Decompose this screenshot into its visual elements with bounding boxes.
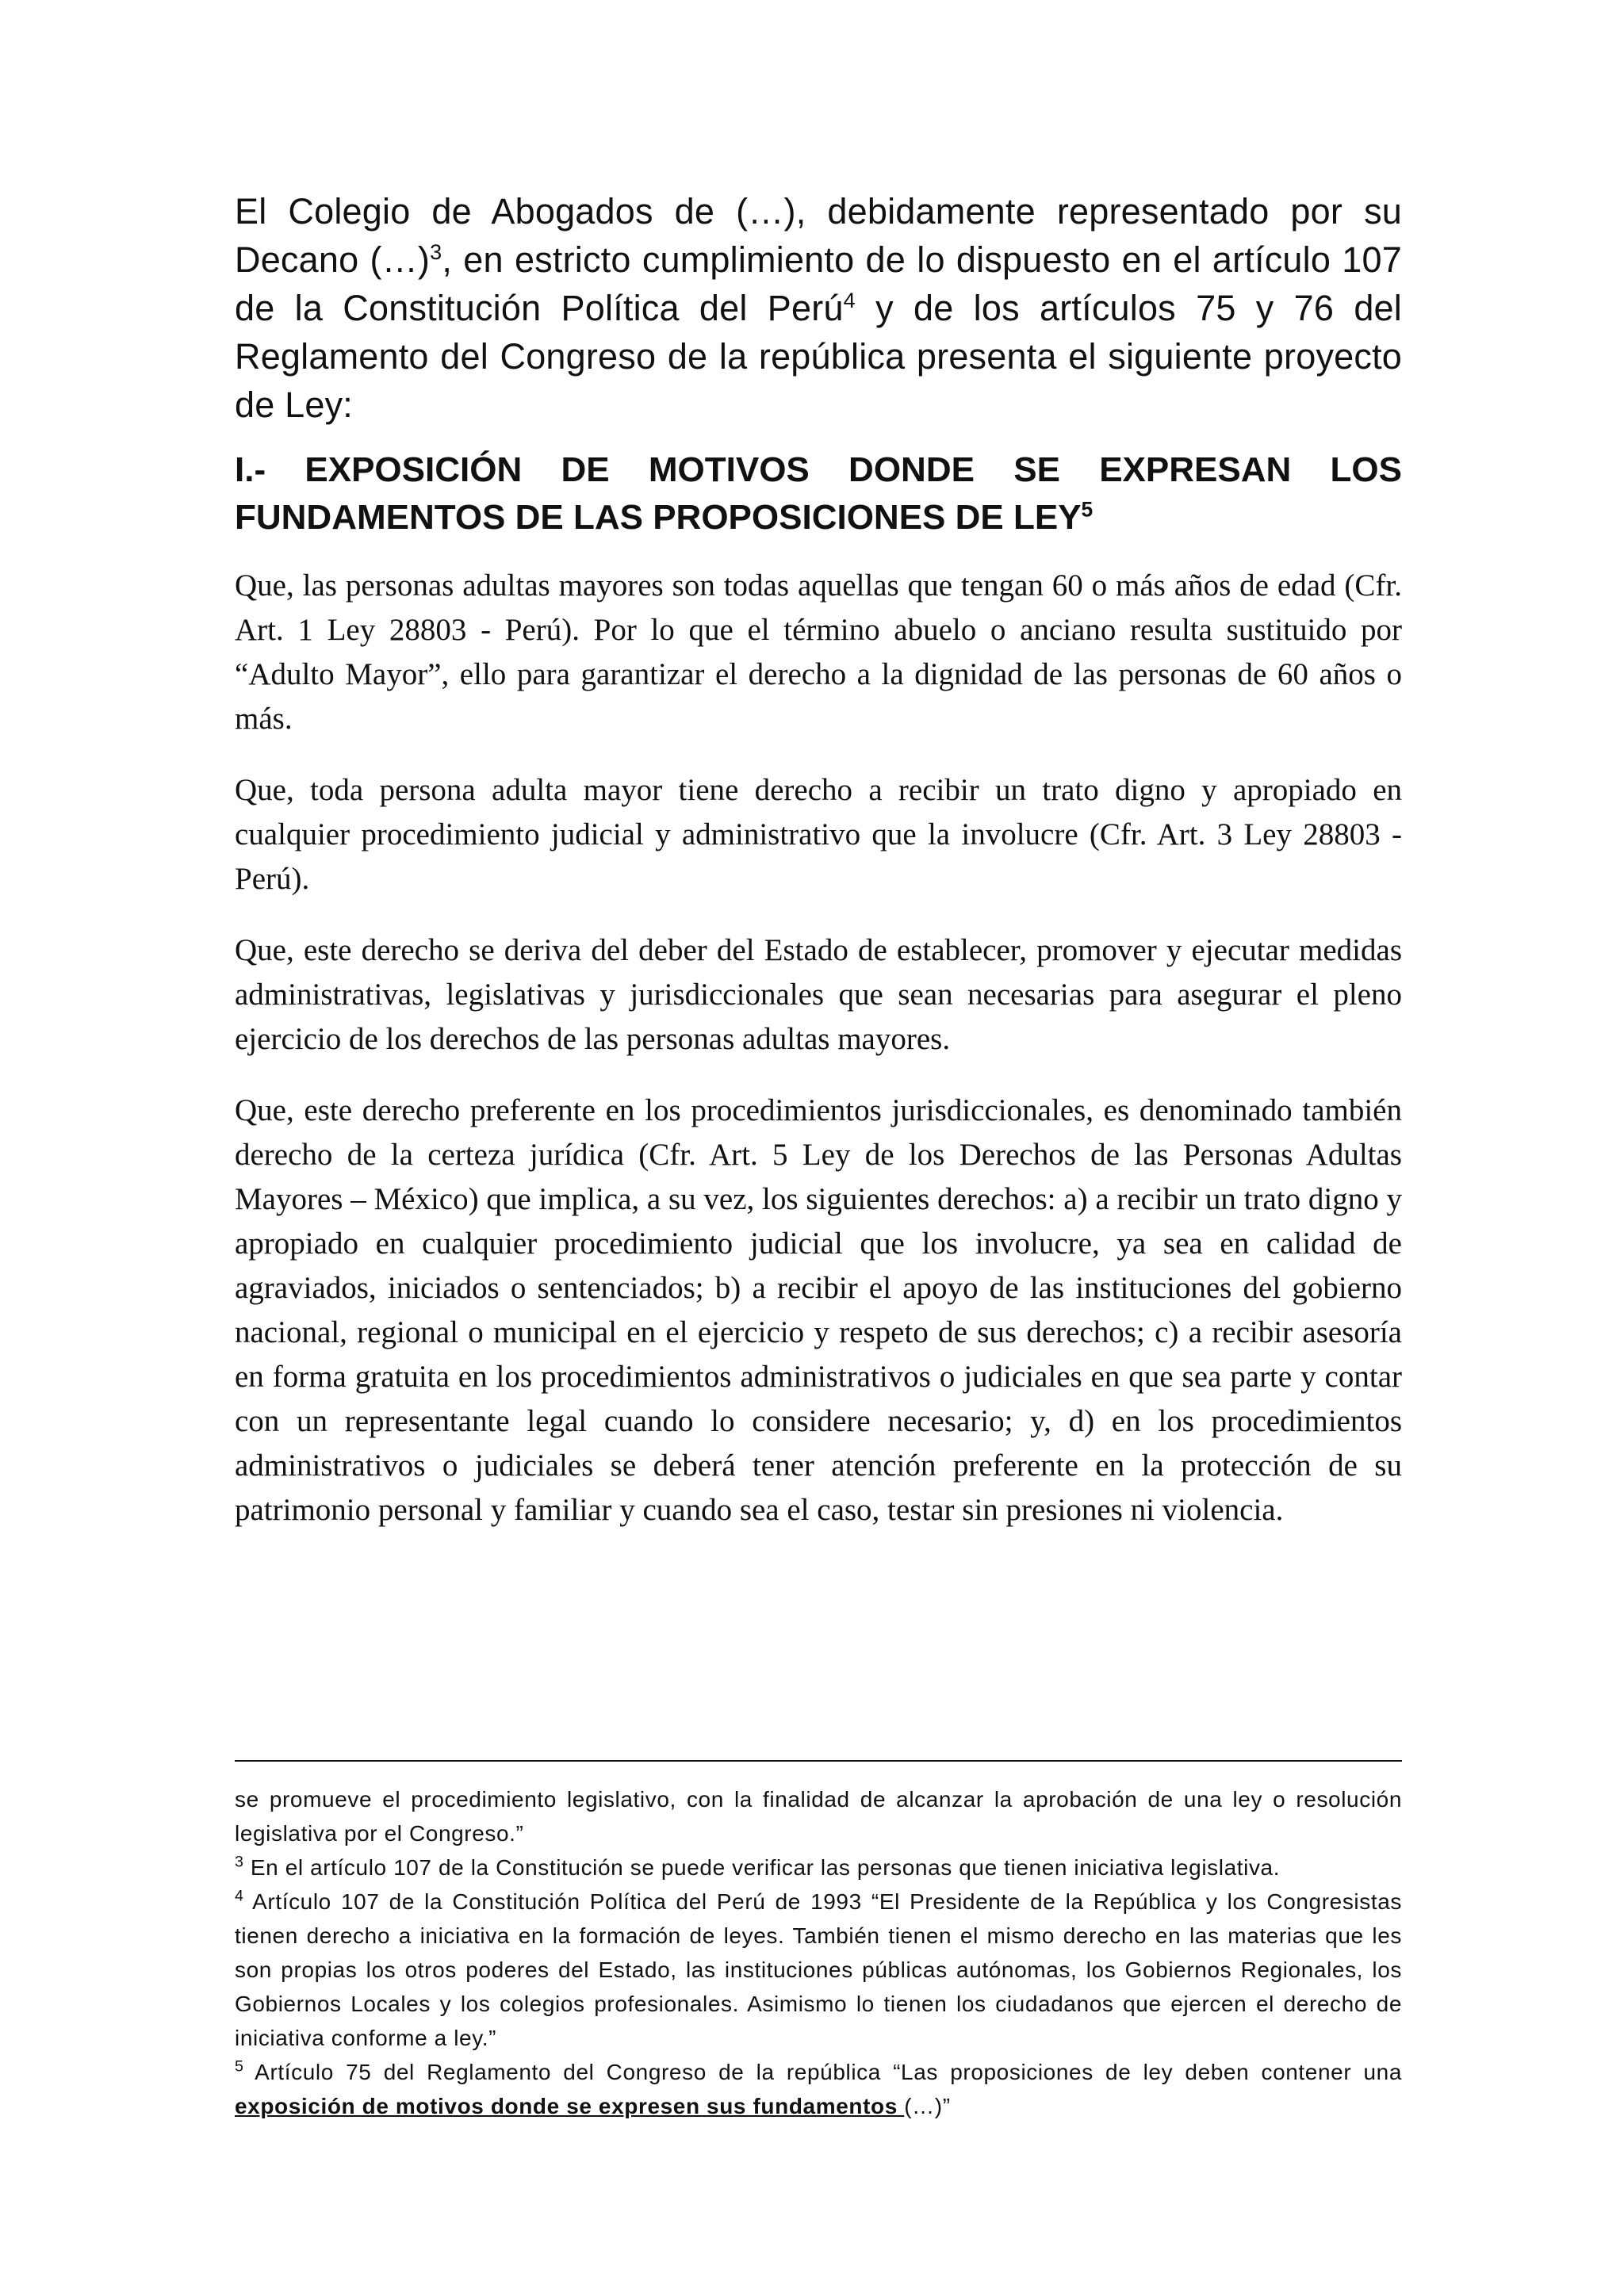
section-heading <box>235 446 1402 541</box>
footnote-5-emphasis: exposición de motivos donde se expresen sus fundamentos <box>235 2094 905 2118</box>
body-paragraph-1: Que, las personas adultas mayores son todas aquellas que tengan 60 o más años de edad (Cfr. Art. 1 Ley 28803 - Perú). Por lo que el término abuelo o anciano resulta sustituido por “Adulto Mayor”, ello para garantizar el derecho a la dignidad de las personas de 60 años o más. <box>235 568 1402 736</box>
body-paragraph-4: Que, este derecho preferente en los procedimientos jurisdiccionales, es denominado también derecho de la certeza jurídica (Cfr. Art. 5 Ley de los Derechos de las Personas Adultas Mayores – México) que implica, a su vez, los siguientes derechos: a) a recibir un trato digno y apropiado en cualquier procedimiento judicial que los involucre, ya sea en calidad de agraviados, iniciados o sentenciados; b) a recibir el apoyo de las instituciones del gobierno nacional, regional o municipal en el ejercicio y respeto de sus derechos; c) a recibir asesoría en forma gratuita en los procedimientos administrativos o judiciales en que sea parte y contar con un representante legal cuando lo considere necesario; y, d) en los procedimientos administrativos o judiciales se deberá tener atención preferente en la protección de su patrimonio personal y familiar y cuando sea el caso, testar sin presiones ni violencia. <box>235 1093 1402 1527</box>
footnote-5 <box>235 2055 1402 2123</box>
footnote-4-text: Artículo 107 de la Constitución Política del Perú de 1993 “El Presidente de la República y los Congresistas tienen derecho a iniciativa en la formación de leyes. También tienen el mismo derecho en las materias que les son propias los otros poderes del Estado, las instituciones públicas autónomas, los Gobiernos Regionales, los Gobiernos Locales y los colegios profesionales. Asimismo lo tienen los ciudadanos que ejercen el derecho de iniciativa conforme a ley.” <box>235 1889 1402 2050</box>
footnote-4 <box>235 1885 1402 2055</box>
section-heading-line-2: FUNDAMENTOS DE LAS PROPOSICIONES DE LEY <box>235 498 1082 537</box>
intro-paragraph <box>235 187 1402 429</box>
footnote-continuation: se promueve el procedimiento legislativo, con la finalidad de alcanzar la aprobación de una ley o resolución legislativa por el Congreso.” <box>235 1787 1402 1846</box>
intro-text-3: y de los artículos 75 y 76 del Reglamento del Congreso de la república presenta el siguiente proyecto de Ley: <box>235 288 1402 425</box>
footnote-ref-3: 3 <box>430 240 442 264</box>
footnotes-section <box>235 1760 1402 2123</box>
footnote-5-text: Artículo 75 del Reglamento del Congreso de la república “Las proposiciones de ley deben contener una <box>243 2060 1402 2084</box>
footnote-3-number: 3 <box>235 1853 244 1871</box>
document-page <box>235 187 1402 1559</box>
section-heading-line-1: I.- EXPOSICIÓN DE MOTIVOS DONDE SE EXPRESAN LOS <box>235 450 1402 489</box>
footnote-ref-4: 4 <box>843 289 856 312</box>
intro-text-1: El Colegio de Abogados de (…), debidamente representado por su Decano (…) <box>235 191 1402 280</box>
footnote-3 <box>235 1850 1402 1885</box>
footnote-5-tail: (…)” <box>904 2094 951 2118</box>
intro-text-2: , en estricto cumplimiento de lo dispuesto en el artículo 107 de la Constitución Política del Perú <box>235 239 1402 328</box>
footnote-3-text: En el artículo 107 de la Constitución se puede verificar las personas que tienen iniciativa legislativa. <box>243 1855 1281 1880</box>
footnote-4-number: 4 <box>235 1887 244 1905</box>
body-paragraph-3: Que, este derecho se deriva del deber del Estado de establecer, promover y ejecutar medidas administrativas, legislativas y jurisdiccionales que sean necesarias para asegurar el pleno ejercicio de los derechos de las personas adultas mayores. <box>235 933 1402 1056</box>
footnote-divider <box>235 1760 1402 1762</box>
footnote-5-number: 5 <box>235 2057 244 2076</box>
body-paragraph-2: Que, toda persona adulta mayor tiene derecho a recibir un trato digno y apropiado en cualquier procedimiento judicial y administrativo que la involucre (Cfr. Art. 3 Ley 28803 - Perú). <box>235 773 1402 896</box>
footnote-ref-5: 5 <box>1081 497 1094 522</box>
